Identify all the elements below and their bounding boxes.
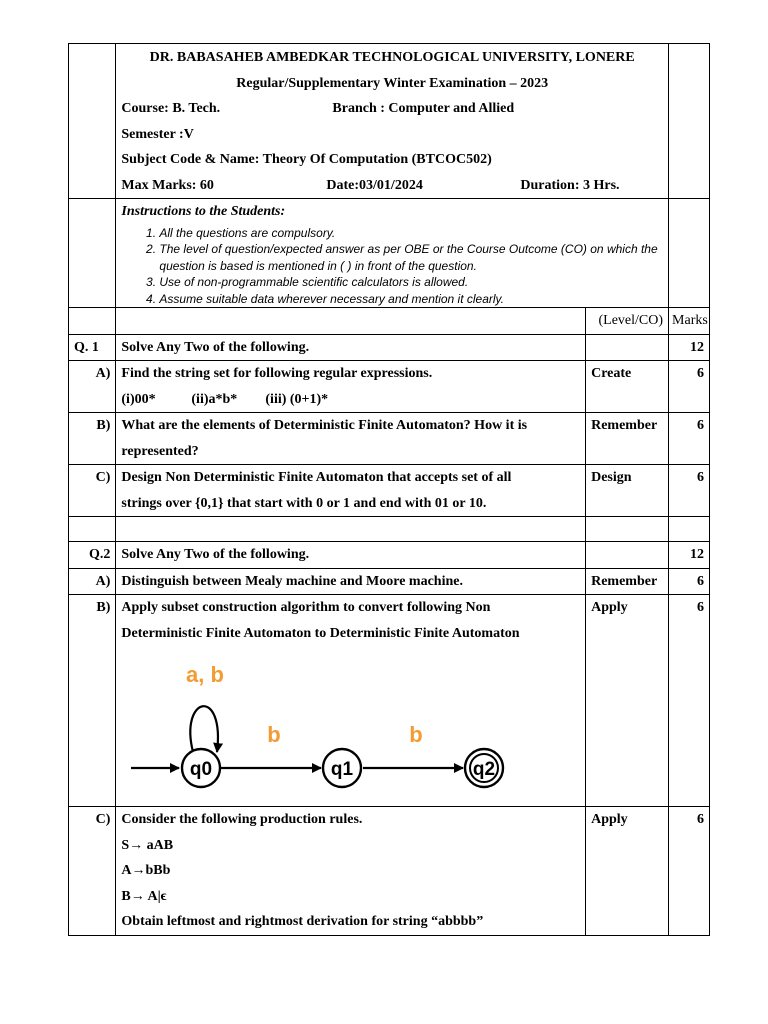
marks-date-duration-line <box>121 173 663 199</box>
instructions-title: Instructions to the Students: <box>121 204 286 219</box>
self-loop-arrow <box>191 706 219 752</box>
level: Remember <box>586 413 669 465</box>
q2c-row <box>69 807 710 936</box>
university-name: DR. BABASAHEB AMBEDKAR TECHNOLOGICAL UNIVERSITY, LONERE <box>149 50 635 65</box>
header-cell <box>116 44 669 199</box>
sub-label: C) <box>69 465 116 517</box>
level: Create <box>586 361 669 413</box>
q2-title-row <box>69 542 710 569</box>
course-branch-line <box>121 96 663 122</box>
header-row <box>69 44 710 199</box>
instructions-list <box>121 225 663 308</box>
level: Apply <box>586 807 669 936</box>
level: Design <box>586 465 669 517</box>
course: Course: B. Tech. <box>121 101 221 116</box>
edge2-label: b <box>409 722 424 747</box>
state-q0-label: q0 <box>190 759 213 780</box>
marks: 6 <box>669 413 710 465</box>
instruction-item: 2. The level of question/expected answer as per OBE or the Course Outcome (CO) on which the question is based is mentioned in ( ) in front of the question. <box>159 241 663 274</box>
q2b-row <box>69 595 710 807</box>
duration: Duration: 3 Hrs. <box>520 177 620 193</box>
spacer-row <box>69 517 710 542</box>
production-rule: B→ A|ϵ <box>121 888 167 904</box>
semester: Semester :V <box>121 126 194 142</box>
instructions-row <box>69 199 710 308</box>
column-header-row <box>69 308 710 335</box>
marks: 6 <box>669 595 710 807</box>
question-number: Q. 1 <box>69 334 116 361</box>
production-rule: S→ aAB <box>121 837 174 853</box>
sub-label: A) <box>69 361 116 413</box>
state-q2-label: q2 <box>473 759 496 780</box>
max-marks: Max Marks: 60 <box>121 177 214 193</box>
q1b-row <box>69 413 710 465</box>
loop-label: a, b <box>186 662 225 687</box>
sub-question-text: What are the elements of Deterministic Finite Automaton? How it is represented? <box>116 413 586 465</box>
question-number: Q.2 <box>69 542 116 569</box>
exam-title: Regular/Supplementary Winter Examination – 2023 <box>236 75 549 91</box>
instruction-item: 4. Assume suitable data wherever necessary and mention it clearly. <box>159 291 663 308</box>
question-marks: 12 <box>669 334 710 361</box>
q1-title-row <box>69 334 710 361</box>
subject: Subject Code & Name: Theory Of Computation (BTCOC502) <box>121 152 492 167</box>
instruction-item: 3. Use of non-programmable scientific calculators is allowed. <box>159 274 663 291</box>
branch: Branch : Computer and Allied <box>332 101 515 116</box>
level: Remember <box>586 568 669 595</box>
marks: 6 <box>669 361 710 413</box>
sub-question-text: Distinguish between Mealy machine and Moore machine. <box>116 568 586 595</box>
state-q1-label: q1 <box>331 759 354 780</box>
instruction-item: 1. All the questions are compulsory. <box>159 225 663 242</box>
edge1-label: b <box>267 722 282 747</box>
nfa-svg <box>127 656 527 806</box>
marks: 6 <box>669 568 710 595</box>
marks-header: Marks <box>669 308 710 335</box>
sub-label: B) <box>69 595 116 807</box>
sub-label: B) <box>69 413 116 465</box>
q1c-row <box>69 465 710 517</box>
question-title: Solve Any Two of the following. <box>116 334 586 361</box>
marks: 6 <box>669 465 710 517</box>
expressions-line: (i)00* (ii)a*b* (iii) (0+1)* <box>121 391 329 407</box>
level-co-header: (Level/CO) <box>586 308 669 335</box>
sub-label: C) <box>69 807 116 936</box>
instructions <box>116 199 669 308</box>
question-marks: 12 <box>669 542 710 569</box>
sub-question-text: Design Non Deterministic Finite Automaton that accepts set of all strings over {0,1} that start with 0 or 1 and end with 01 or 10. <box>116 465 586 517</box>
sub-question-text: Find the string set for following regular expressions. (i)00* (ii)a*b* (iii) (0+1)* <box>116 361 586 413</box>
question-paper-table <box>68 43 710 936</box>
exam-date: Date:03/01/2024 <box>326 177 423 193</box>
production-rule: A→bBb <box>121 863 171 878</box>
sub-question-text: Consider the following production rules. S→ aAB A→bBb B→ A|ϵ Obtain leftmost and rightmost derivation for string “abbbb” <box>116 807 586 936</box>
marks: 6 <box>669 807 710 936</box>
question-title: Solve Any Two of the following. <box>116 542 586 569</box>
sub-label: A) <box>69 568 116 595</box>
nfa-diagram <box>121 646 580 806</box>
q1a-row <box>69 361 710 413</box>
sub-question-text: Apply subset construction algorithm to convert following Non Deterministic Finite Automaton to Deterministic Finite Automaton q0 q1 q2 a, b b b <box>116 595 586 807</box>
level: Apply <box>586 595 669 807</box>
q2a-row <box>69 568 710 595</box>
